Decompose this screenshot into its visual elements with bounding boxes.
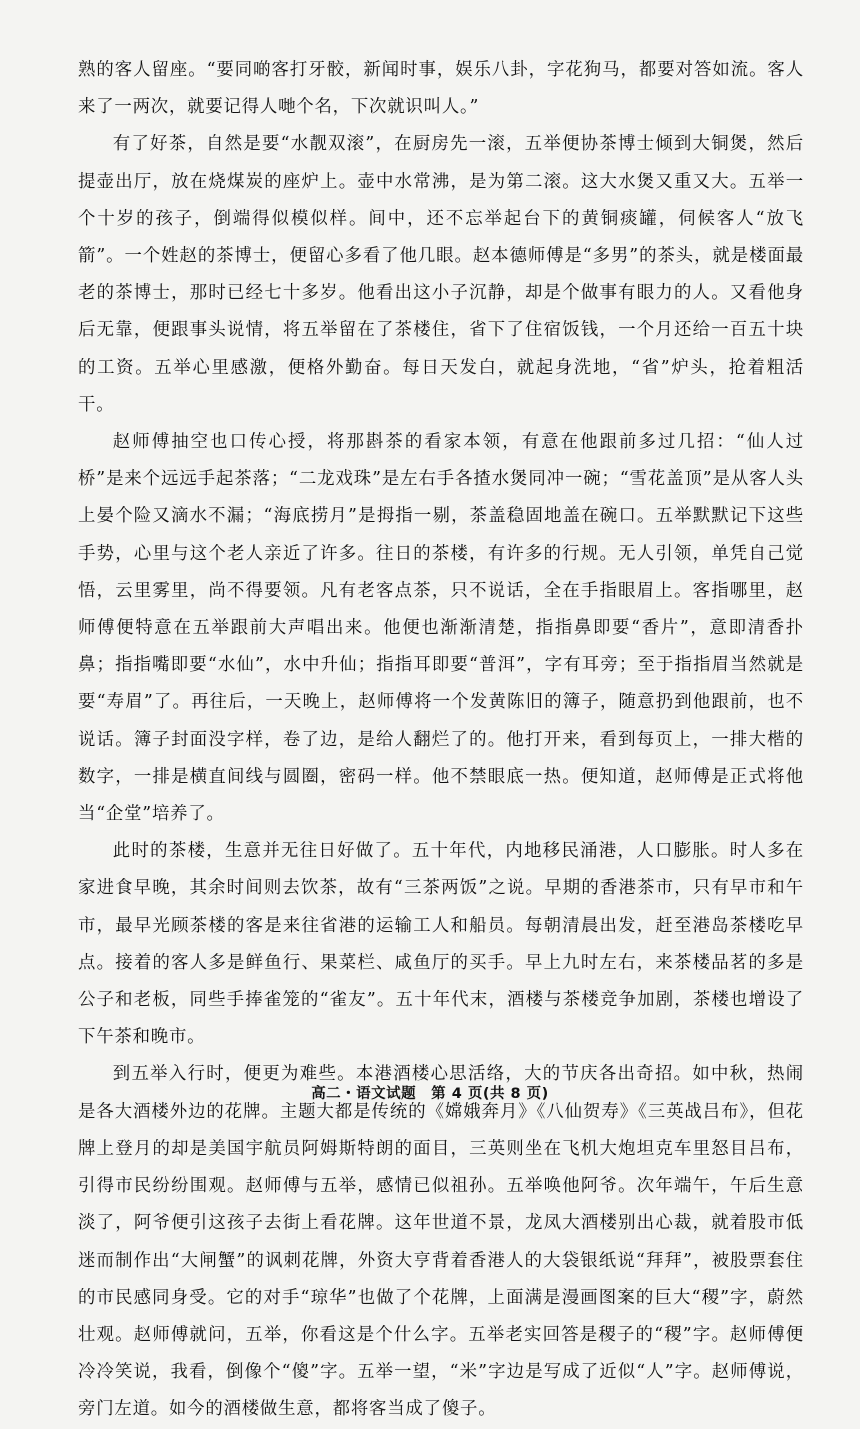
paragraph-5: 到五举入行时，便更为难些。本港酒楼心思活络，大的节庆各出奇招。如中秋，热闹是各大酒楼外边的花牌。主题大都是传统的《嫦娥奔月》《八仙贺寿》《三英战吕布》，但花牌上登月的却是美国宇航员阿姆斯特朗的面目，三英则坐在飞机大炮坦克车里怒目吕布，引得市民纷纷围观。赵师傅与五举，感情已似祖孙。五举唤他阿爷。次年端午，午后生意淡了，阿爷便引这孩子去街上看花牌。这年世道不景，龙凤大酒楼别出心裁，就着股市低迷而制作出“大闸蟹”的讽刺花牌，外资大亨背着香港人的大袋银纸说“拜拜”，被股票套住的市民感同身受。它的对手“琼华”也做了个花牌，上面满是漫画图案的巨大“稷”字，蔚然壮观。赵师傅就问，五举，你看这是个什么字。五举老实回答是稷子的“稷”字。赵师傅便冷冷笑说，我看，倒像个“傻”字。五举一望，“米”字边是写成了近似“人”字。赵师傅说，旁门左道。如今的酒楼做生意，都将客当成了傻子。 (78, 1064, 804, 1420)
paragraph-1: 熟的客人留座。“要同啲客打牙骹，新闻时事，娱乐八卦，字花狗马，都要对答如流。客人来了一两次，就要记得人哋个名，下次就识叫人。” (78, 60, 804, 118)
page-footer: 高二・语文试题 第 4 页(共 8 页) (311, 1086, 549, 1102)
paragraph-4: 此时的茶楼，生意并无往日好做了。五十年代，内地移民涌港，人口膨胀。时人多在家进食早晚，其余时间则去饮茶，故有“三茶两饭”之说。早期的香港茶市，只有早市和午市，最早光顾茶楼的客是来往省港的运输工人和船员。每朝清晨出发，赶至港岛茶楼吃早点。接着的客人多是鲜鱼行、果菜栏、咸鱼厅的买手。早上九时左右，来茶楼品茗的多是公子和老板，同些手捧雀笼的“雀友”。五十年代末，酒楼与茶楼竞争加剧，茶楼也增设了下午茶和晚市。 (78, 841, 804, 1048)
paragraph-3: 赵师傅抽空也口传心授，将那斟茶的看家本领，有意在他跟前多过几招：“仙人过桥”是来个远远手起茶落；“二龙戏珠”是左右手各揸水煲同冲一碗；“雪花盖顶”是从客人头上晏个险又滴水不漏；“海底捞月”是拇指一剔，茶盖稳固地盖在碗口。五举默默记下这些手势，心里与这个老人亲近了许多。往日的茶楼，有许多的行规。无人引领，单凭自己觉悟，云里雾里，尚不得要领。凡有老客点茶，只不说话，全在手指眼眉上。客指哪里，赵师傅便特意在五举跟前大声唱出来。他便也渐渐清楚，指指鼻即要“香片”，意即清香扑鼻；指指嘴即要“水仙”，水中升仙；指指耳即要“普洱”，字有耳旁；至于指指眉当然就是要“寿眉”了。再往后，一天晚上，赵师傅将一个发黄陈旧的簿子，随意扔到他跟前，也不说话。簿子封面没字样，卷了边，是给人翻烂了的。他打开来，看到每页上，一排大楷的数字，一排是横直间线与圆圈，密码一样。他不禁眼底一热。便知道，赵师傅是正式将他当“企堂”培养了。 (78, 432, 804, 825)
paragraph-2: 有了好茶，自然是要“水靓双滚”，在厨房先一滚，五举便协茶博士倾到大铜煲，然后提壶出厅，放在烧煤炭的座炉上。壶中水常沸，是为第二滚。这大水煲又重又大。五举一个十岁的孩子，倒端得似模似样。间中，还不忘举起台下的黄铜痰罐，伺候客人“放飞箭”。一个姓赵的茶博士，便留心多看了他几眼。赵本德师傅是“多男”的茶头，就是楼面最老的茶博士，那时已经七十多岁。他看出这小子沉静，却是个做事有眼力的人。又看他身后无靠，便跟事头说情，将五举留在了茶楼住，省下了住宿饭钱，一个月还给一百五十块的工资。五举心里感激，便格外勤奋。每日天发白，就起身洗地，“省”炉头，抢着粗活干。 (78, 134, 804, 415)
